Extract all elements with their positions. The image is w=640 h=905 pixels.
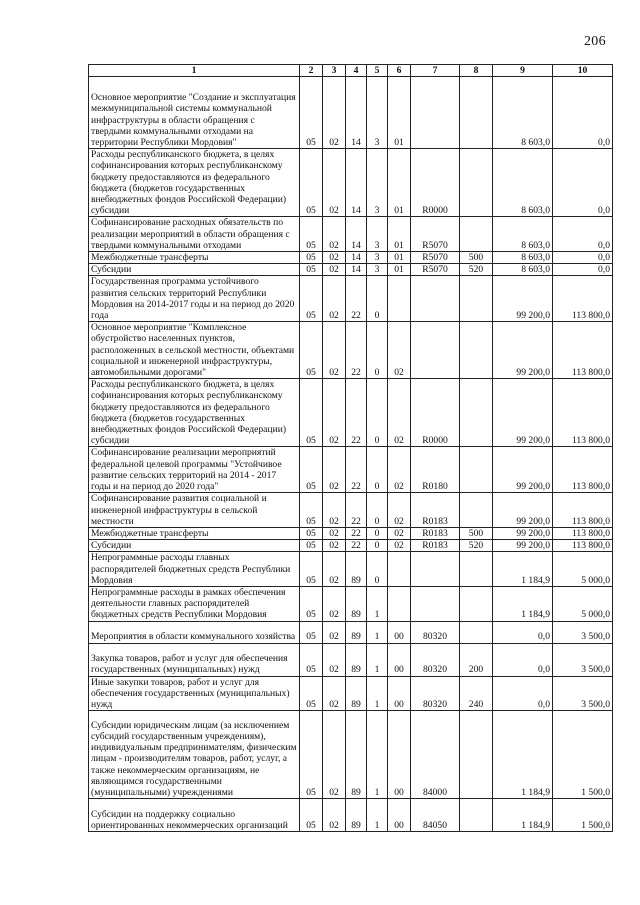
row-name-cell: Субсидии — [89, 540, 300, 552]
expense-type-cell — [460, 447, 493, 493]
section-code-cell: 05 — [300, 552, 323, 587]
program-code-cell: 22 — [346, 322, 367, 379]
amount-2017-cell: 99 200,0 — [493, 540, 553, 552]
section-code-cell: 05 — [300, 676, 323, 711]
table-row — [89, 586, 613, 621]
program-code-cell: 14 — [346, 149, 367, 217]
direction-code-cell: R0183 — [411, 540, 460, 552]
section-code-cell: 05 — [300, 621, 323, 643]
table-row — [89, 77, 613, 149]
table-row — [89, 711, 613, 799]
subprogram-code-cell: 3 — [367, 77, 388, 149]
amount-2018-cell: 3 500,0 — [553, 676, 613, 711]
table-row — [89, 149, 613, 217]
section-code-cell: 05 — [300, 447, 323, 493]
table-row — [89, 264, 613, 276]
amount-2018-cell: 0,0 — [553, 252, 613, 264]
event-code-cell: 02 — [388, 447, 411, 493]
expense-type-cell — [460, 711, 493, 799]
amount-2018-cell: 1 500,0 — [553, 711, 613, 799]
amount-2018-cell: 5 000,0 — [553, 586, 613, 621]
header-cell: 7 — [411, 65, 460, 77]
event-code-cell: 00 — [388, 621, 411, 643]
amount-2017-cell: 0,0 — [493, 643, 553, 676]
row-name-cell: Основное мероприятие "Комплексное обустройство населенных пунктов, расположенных в сельской местности, объектами социальной и инженерной инфраструктуры, автомобильными дорогами" — [89, 322, 300, 379]
row-name-cell: Закупка товаров, работ и услуг для обеспечения государственных (муниципальных) нужд — [89, 643, 300, 676]
section-code-cell: 05 — [300, 149, 323, 217]
header-cell: 8 — [460, 65, 493, 77]
subsection-code-cell: 02 — [323, 621, 346, 643]
amount-2017-cell: 99 200,0 — [493, 493, 553, 528]
subprogram-code-cell: 1 — [367, 621, 388, 643]
amount-2017-cell: 8 603,0 — [493, 149, 553, 217]
section-code-cell: 05 — [300, 252, 323, 264]
program-code-cell: 22 — [346, 527, 367, 539]
event-code-cell: 02 — [388, 540, 411, 552]
section-code-cell: 05 — [300, 540, 323, 552]
subsection-code-cell: 02 — [323, 149, 346, 217]
amount-2017-cell: 99 200,0 — [493, 322, 553, 379]
row-name-cell: Софинансирование расходных обязательств по реализации мероприятий в области обращения с твердыми коммунальными отходами — [89, 217, 300, 252]
table-body — [89, 77, 613, 832]
amount-2018-cell: 113 800,0 — [553, 447, 613, 493]
row-name-cell: Непрограммные расходы в рамках обеспечения деятельности главных распорядителей бюджетных средств Республики Мордовия — [89, 586, 300, 621]
event-code-cell: 02 — [388, 379, 411, 447]
amount-2017-cell: 1 184,9 — [493, 552, 553, 587]
expense-type-cell — [460, 493, 493, 528]
subprogram-code-cell: 0 — [367, 379, 388, 447]
program-code-cell: 14 — [346, 77, 367, 149]
amount-2018-cell: 113 800,0 — [553, 276, 613, 322]
amount-2018-cell: 113 800,0 — [553, 527, 613, 539]
event-code-cell: 02 — [388, 527, 411, 539]
table-header — [89, 65, 613, 77]
subsection-code-cell: 02 — [323, 540, 346, 552]
event-code-cell: 02 — [388, 322, 411, 379]
event-code-cell — [388, 552, 411, 587]
subsection-code-cell: 02 — [323, 322, 346, 379]
direction-code-cell — [411, 276, 460, 322]
amount-2018-cell: 0,0 — [553, 264, 613, 276]
amount-2017-cell: 1 184,9 — [493, 586, 553, 621]
expense-type-cell — [460, 379, 493, 447]
header-cell: 2 — [300, 65, 323, 77]
subsection-code-cell: 02 — [323, 643, 346, 676]
subprogram-code-cell: 1 — [367, 676, 388, 711]
budget-table — [88, 64, 613, 832]
section-code-cell: 05 — [300, 711, 323, 799]
section-code-cell: 05 — [300, 643, 323, 676]
subprogram-code-cell: 0 — [367, 527, 388, 539]
expense-type-cell: 520 — [460, 264, 493, 276]
header-cell: 3 — [323, 65, 346, 77]
direction-code-cell: R0183 — [411, 493, 460, 528]
table-row — [89, 676, 613, 711]
program-code-cell: 14 — [346, 264, 367, 276]
direction-code-cell: R5070 — [411, 217, 460, 252]
subprogram-code-cell: 1 — [367, 799, 388, 832]
section-code-cell: 05 — [300, 77, 323, 149]
direction-code-cell: R0000 — [411, 379, 460, 447]
amount-2017-cell: 99 200,0 — [493, 447, 553, 493]
table-row — [89, 276, 613, 322]
subsection-code-cell: 02 — [323, 276, 346, 322]
subsection-code-cell: 02 — [323, 676, 346, 711]
amount-2017-cell: 99 200,0 — [493, 276, 553, 322]
amount-2017-cell: 1 184,9 — [493, 711, 553, 799]
event-code-cell: 00 — [388, 799, 411, 832]
amount-2017-cell: 8 603,0 — [493, 217, 553, 252]
header-cell: 9 — [493, 65, 553, 77]
subprogram-code-cell: 1 — [367, 643, 388, 676]
row-name-cell: Субсидии на поддержку социально ориентированных некоммерческих организаций — [89, 799, 300, 832]
row-name-cell: Мероприятия в области коммунального хозяйства — [89, 621, 300, 643]
amount-2018-cell: 0,0 — [553, 77, 613, 149]
subprogram-code-cell: 3 — [367, 149, 388, 217]
amount-2018-cell: 0,0 — [553, 149, 613, 217]
program-code-cell: 22 — [346, 493, 367, 528]
amount-2017-cell: 99 200,0 — [493, 527, 553, 539]
event-code-cell: 01 — [388, 264, 411, 276]
header-cell: 6 — [388, 65, 411, 77]
expense-type-cell: 500 — [460, 527, 493, 539]
subprogram-code-cell: 0 — [367, 493, 388, 528]
table-row — [89, 447, 613, 493]
row-name-cell: Основное мероприятие "Создание и эксплуатация межмуниципальной системы коммунальной инфраструктуры в области обращения с твердыми коммунальными отходами на территории Республики Мордовия" — [89, 77, 300, 149]
subprogram-code-cell: 0 — [367, 540, 388, 552]
table-row — [89, 540, 613, 552]
table-row — [89, 621, 613, 643]
subprogram-code-cell: 0 — [367, 322, 388, 379]
program-code-cell: 89 — [346, 676, 367, 711]
header-cell: 10 — [553, 65, 613, 77]
event-code-cell: 00 — [388, 643, 411, 676]
header-cell: 5 — [367, 65, 388, 77]
direction-code-cell — [411, 552, 460, 587]
expense-type-cell: 240 — [460, 676, 493, 711]
amount-2017-cell: 8 603,0 — [493, 77, 553, 149]
expense-type-cell — [460, 586, 493, 621]
row-name-cell: Субсидии — [89, 264, 300, 276]
program-code-cell: 22 — [346, 276, 367, 322]
table-row — [89, 217, 613, 252]
event-code-cell: 01 — [388, 217, 411, 252]
event-code-cell: 00 — [388, 711, 411, 799]
direction-code-cell: 84050 — [411, 799, 460, 832]
subprogram-code-cell: 3 — [367, 264, 388, 276]
row-name-cell: Межбюджетные трансферты — [89, 527, 300, 539]
amount-2017-cell: 0,0 — [493, 621, 553, 643]
program-code-cell: 14 — [346, 217, 367, 252]
amount-2018-cell: 113 800,0 — [553, 322, 613, 379]
subsection-code-cell: 02 — [323, 264, 346, 276]
section-code-cell: 05 — [300, 264, 323, 276]
amount-2018-cell: 3 500,0 — [553, 643, 613, 676]
table-row — [89, 552, 613, 587]
expense-type-cell: 200 — [460, 643, 493, 676]
row-name-cell: Расходы республиканского бюджета, в целях софинансирования которых республиканскому бюджету предоставляются из федерального бюджета (бюджетов государственных внебюджетных фондов Российской Федерации) субсидии — [89, 379, 300, 447]
subsection-code-cell: 02 — [323, 552, 346, 587]
direction-code-cell: R0183 — [411, 527, 460, 539]
row-name-cell: Софинансирование реализации мероприятий федеральной целевой программы "Устойчивое развитие сельских территорий на 2014 - 2017 годы и на период до 2020 года" — [89, 447, 300, 493]
event-code-cell — [388, 586, 411, 621]
amount-2017-cell: 1 184,9 — [493, 799, 553, 832]
expense-type-cell: 520 — [460, 540, 493, 552]
row-name-cell: Субсидии юридическим лицам (за исключением субсидий государственным учреждениям), индивидуальным предпринимателям, физическим лицам - производителям товаров, работ, услуг, а также некоммерческим организациям, не являющимся государственными (муниципальными) учреждениями — [89, 711, 300, 799]
event-code-cell: 01 — [388, 149, 411, 217]
event-code-cell: 01 — [388, 252, 411, 264]
section-code-cell: 05 — [300, 217, 323, 252]
amount-2018-cell: 0,0 — [553, 217, 613, 252]
program-code-cell: 22 — [346, 379, 367, 447]
subprogram-code-cell: 1 — [367, 586, 388, 621]
table-row — [89, 379, 613, 447]
amount-2018-cell: 1 500,0 — [553, 799, 613, 832]
amount-2018-cell: 3 500,0 — [553, 621, 613, 643]
subsection-code-cell: 02 — [323, 447, 346, 493]
expense-type-cell — [460, 149, 493, 217]
subsection-code-cell: 02 — [323, 799, 346, 832]
row-name-cell: Софинансирование развития социальной и инженерной инфраструктуры в сельской местности — [89, 493, 300, 528]
section-code-cell: 05 — [300, 493, 323, 528]
subsection-code-cell: 02 — [323, 217, 346, 252]
subprogram-code-cell: 0 — [367, 276, 388, 322]
program-code-cell: 89 — [346, 621, 367, 643]
header-cell: 4 — [346, 65, 367, 77]
expense-type-cell — [460, 77, 493, 149]
program-code-cell: 89 — [346, 586, 367, 621]
row-name-cell: Расходы республиканского бюджета, в целях софинансирования которых республиканскому бюджету предоставляются из федерального бюджета (бюджетов государственных внебюджетных фондов Российской Федерации) субсидии — [89, 149, 300, 217]
amount-2017-cell: 99 200,0 — [493, 379, 553, 447]
table-row — [89, 799, 613, 832]
amount-2018-cell: 113 800,0 — [553, 379, 613, 447]
subsection-code-cell: 02 — [323, 586, 346, 621]
page-number: 206 — [584, 34, 606, 49]
expense-type-cell — [460, 217, 493, 252]
direction-code-cell: 80320 — [411, 676, 460, 711]
table-row — [89, 493, 613, 528]
direction-code-cell: 84000 — [411, 711, 460, 799]
expense-type-cell — [460, 276, 493, 322]
row-name-cell: Непрограммные расходы главных распорядителей бюджетных средств Республики Мордовия — [89, 552, 300, 587]
header-row — [89, 65, 613, 77]
event-code-cell: 01 — [388, 77, 411, 149]
subprogram-code-cell: 3 — [367, 217, 388, 252]
event-code-cell — [388, 276, 411, 322]
direction-code-cell — [411, 322, 460, 379]
subprogram-code-cell: 0 — [367, 552, 388, 587]
direction-code-cell: R5070 — [411, 252, 460, 264]
subsection-code-cell: 02 — [323, 527, 346, 539]
section-code-cell: 05 — [300, 276, 323, 322]
expense-type-cell — [460, 621, 493, 643]
amount-2017-cell: 8 603,0 — [493, 252, 553, 264]
subprogram-code-cell: 1 — [367, 711, 388, 799]
amount-2018-cell: 113 800,0 — [553, 493, 613, 528]
section-code-cell: 05 — [300, 379, 323, 447]
table-row — [89, 252, 613, 264]
amount-2018-cell: 5 000,0 — [553, 552, 613, 587]
program-code-cell: 89 — [346, 711, 367, 799]
direction-code-cell: 80320 — [411, 643, 460, 676]
table-row — [89, 527, 613, 539]
subprogram-code-cell: 0 — [367, 447, 388, 493]
direction-code-cell: R0000 — [411, 149, 460, 217]
event-code-cell: 00 — [388, 676, 411, 711]
event-code-cell: 02 — [388, 493, 411, 528]
section-code-cell: 05 — [300, 527, 323, 539]
expense-type-cell — [460, 552, 493, 587]
section-code-cell: 05 — [300, 799, 323, 832]
program-code-cell: 14 — [346, 252, 367, 264]
program-code-cell: 89 — [346, 552, 367, 587]
direction-code-cell: 80320 — [411, 621, 460, 643]
program-code-cell: 22 — [346, 540, 367, 552]
direction-code-cell — [411, 77, 460, 149]
program-code-cell: 89 — [346, 643, 367, 676]
amount-2017-cell: 8 603,0 — [493, 264, 553, 276]
program-code-cell: 89 — [346, 799, 367, 832]
section-code-cell: 05 — [300, 586, 323, 621]
direction-code-cell: R0180 — [411, 447, 460, 493]
row-name-cell: Иные закупки товаров, работ и услуг для обеспечения государственных (муниципальных) нужд — [89, 676, 300, 711]
direction-code-cell: R5070 — [411, 264, 460, 276]
section-code-cell: 05 — [300, 322, 323, 379]
expense-type-cell — [460, 322, 493, 379]
expense-type-cell: 500 — [460, 252, 493, 264]
direction-code-cell — [411, 586, 460, 621]
subsection-code-cell: 02 — [323, 252, 346, 264]
amount-2018-cell: 113 800,0 — [553, 540, 613, 552]
subsection-code-cell: 02 — [323, 493, 346, 528]
subsection-code-cell: 02 — [323, 711, 346, 799]
subprogram-code-cell: 3 — [367, 252, 388, 264]
row-name-cell: Межбюджетные трансферты — [89, 252, 300, 264]
subsection-code-cell: 02 — [323, 77, 346, 149]
program-code-cell: 22 — [346, 447, 367, 493]
amount-2017-cell: 0,0 — [493, 676, 553, 711]
row-name-cell: Государственная программа устойчивого развития сельских территорий Республики Мордовия на 2014-2017 годы и на период до 2020 года — [89, 276, 300, 322]
expense-type-cell — [460, 799, 493, 832]
header-cell: 1 — [89, 65, 300, 77]
table-row — [89, 322, 613, 379]
subsection-code-cell: 02 — [323, 379, 346, 447]
table-row — [89, 643, 613, 676]
